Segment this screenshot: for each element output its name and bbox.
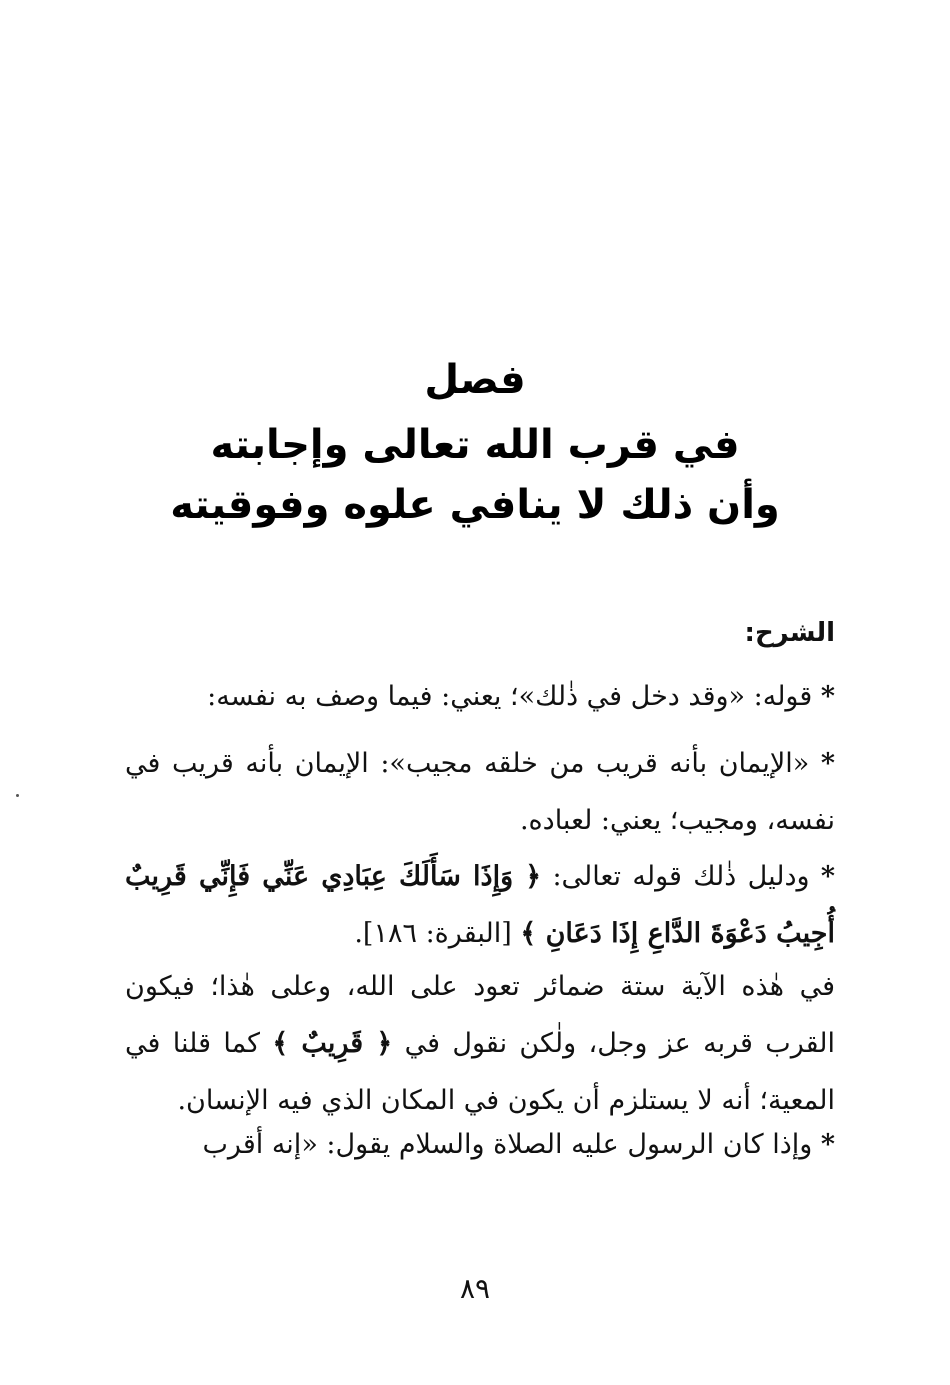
bullet-star: * xyxy=(820,1129,835,1160)
paragraph-4-text-after: كما قلنا في المعية؛ أنه لا يستلزم أن يكون في المكان الذي فيه الإنسان. xyxy=(125,1028,835,1116)
scan-speck xyxy=(16,794,19,797)
sharh-label: الشرح: xyxy=(744,618,835,648)
paragraph-1 xyxy=(125,668,835,725)
quran-verse: ﴿ وَإِذَا سَأَلَكَ عِبَادِي عَنِّي فَإِنِّي قَرِيبٌ أُجِيبُ دَعْوَةَ الدَّاعِ إِذَا دَعَانِ ﴾ xyxy=(125,861,835,949)
paragraph-4 xyxy=(125,958,835,1129)
section-title: فصل xyxy=(424,357,526,403)
quran-word: ﴿ قَرِيبٌ ﴾ xyxy=(272,1028,393,1059)
paragraph-2 xyxy=(125,735,835,849)
section-subtitle-line-1: في قرب الله تعالى وإجابته xyxy=(210,422,740,468)
paragraph-5 xyxy=(125,1116,835,1173)
paragraph-4-text-before: في هٰذه الآية ستة ضمائر تعود على الله، وعلى هٰذا؛ فيكون القرب قربه عز وجل، ولٰكن نقول في xyxy=(125,971,835,1059)
bullet-star: * xyxy=(820,681,835,712)
paragraph-1-text: قوله: «وقد دخل في ذٰلك»؛ يعني: فيما وصف به نفسه: xyxy=(207,681,821,712)
paragraph-2-text: «الإيمان بأنه قريب من خلقه مجيب»: الإيمان بأنه قريب في نفسه، ومجيب؛ يعني: لعباده. xyxy=(125,748,835,836)
page-number: ٨٩ xyxy=(459,1272,491,1305)
bullet-star: * xyxy=(820,861,835,892)
paragraph-3 xyxy=(125,848,835,962)
section-subtitle-line-2: وأن ذلك لا ينافي علوه وفوقيته xyxy=(170,482,780,528)
paragraph-5-text: وإذا كان الرسول عليه الصلاة والسلام يقول: «إنه أقرب xyxy=(202,1129,821,1160)
paragraph-3-text-before: ودليل ذٰلك قوله تعالى: xyxy=(541,861,821,892)
verse-reference: [البقرة: ١٨٦]. xyxy=(354,918,521,949)
bullet-star: * xyxy=(820,748,835,779)
